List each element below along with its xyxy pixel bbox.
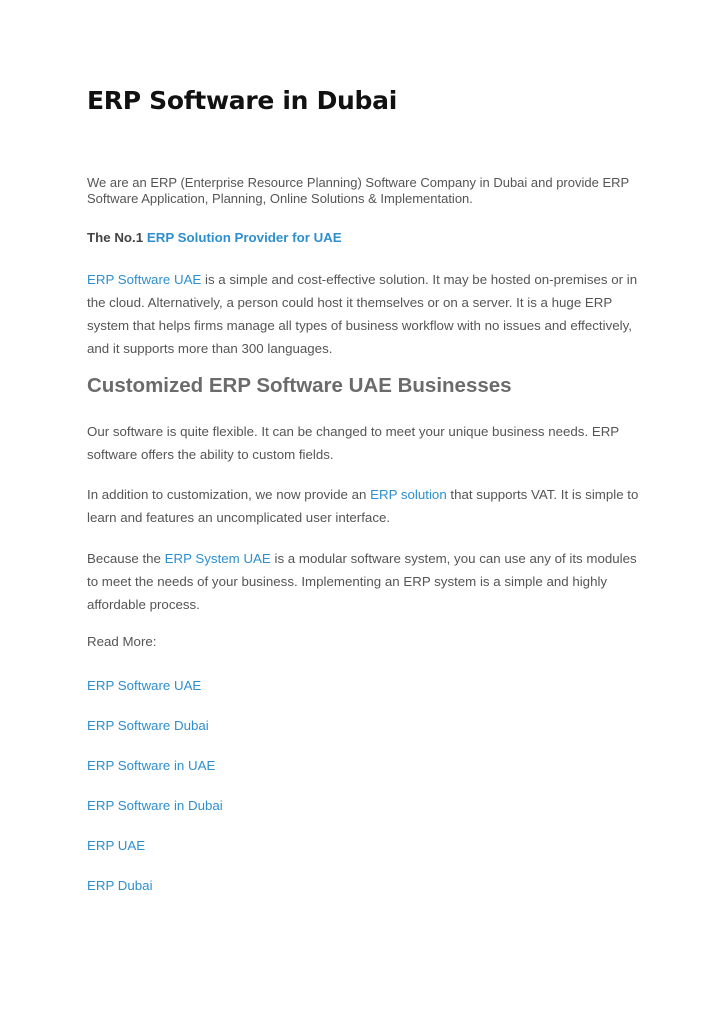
link-erp-software-in-uae[interactable]: ERP Software in UAE bbox=[87, 758, 216, 773]
erp-system-uae-inline-link[interactable]: ERP System UAE bbox=[164, 551, 271, 566]
page-title: ERP Software in Dubai bbox=[87, 86, 397, 115]
erp-software-uae-inline-link[interactable]: ERP Software UAE bbox=[87, 272, 202, 287]
erp-solution-inline-link[interactable]: ERP solution bbox=[370, 487, 447, 502]
link-erp-software-in-dubai[interactable]: ERP Software in Dubai bbox=[87, 798, 223, 813]
paragraph-4-before: Because the bbox=[87, 551, 165, 566]
paragraph-1-text: is a simple and cost-effective solution. It may be hosted on-premises or in the cloud. Alternatively, a person could host it themselves or on a server. It is a huge ERP system that helps firms manage all types of business workflow with no issues and effectively, and it supports more than 300 languages. bbox=[87, 272, 638, 356]
read-more-label: Read More: bbox=[87, 634, 157, 649]
list-item bbox=[87, 794, 223, 834]
paragraph-erp-software-uae bbox=[87, 268, 647, 360]
intro-paragraph: We are an ERP (Enterprise Resource Planning) Software Company in Dubai and provide ERP Software Application, Planning, Online Solutions & Implementation. bbox=[87, 175, 629, 206]
paragraph-3-before: In addition to customization, we now provide an bbox=[87, 487, 371, 502]
link-erp-software-uae[interactable]: ERP Software UAE bbox=[87, 678, 202, 693]
paragraph-4-after: is a modular software system, you can use any of its modules to meet the needs of your business. Implementing an ERP system is a simple and highly affordable process. bbox=[87, 551, 637, 612]
section-heading: Customized ERP Software UAE Businesses bbox=[87, 374, 512, 397]
link-erp-dubai[interactable]: ERP Dubai bbox=[87, 878, 153, 893]
paragraph-3-after: that supports VAT. It is simple to learn and features an uncomplicated user interface. bbox=[87, 487, 639, 525]
read-more-links bbox=[87, 674, 223, 914]
paragraph-modular-system bbox=[87, 547, 647, 616]
tagline-prefix: The No.1 bbox=[87, 230, 147, 245]
list-item bbox=[87, 754, 223, 794]
tagline bbox=[87, 230, 342, 245]
paragraph-flexible-software: Our software is quite flexible. It can be changed to meet your unique business needs. ERP software offers the ability to custom fields. bbox=[87, 424, 619, 462]
link-erp-uae[interactable]: ERP UAE bbox=[87, 838, 146, 853]
link-erp-software-dubai[interactable]: ERP Software Dubai bbox=[87, 718, 209, 733]
paragraph-customization bbox=[87, 483, 647, 529]
erp-solution-provider-link[interactable]: ERP Solution Provider for UAE bbox=[146, 230, 342, 245]
list-item bbox=[87, 714, 223, 754]
list-item bbox=[87, 834, 223, 874]
list-item bbox=[87, 874, 223, 914]
list-item bbox=[87, 674, 223, 714]
